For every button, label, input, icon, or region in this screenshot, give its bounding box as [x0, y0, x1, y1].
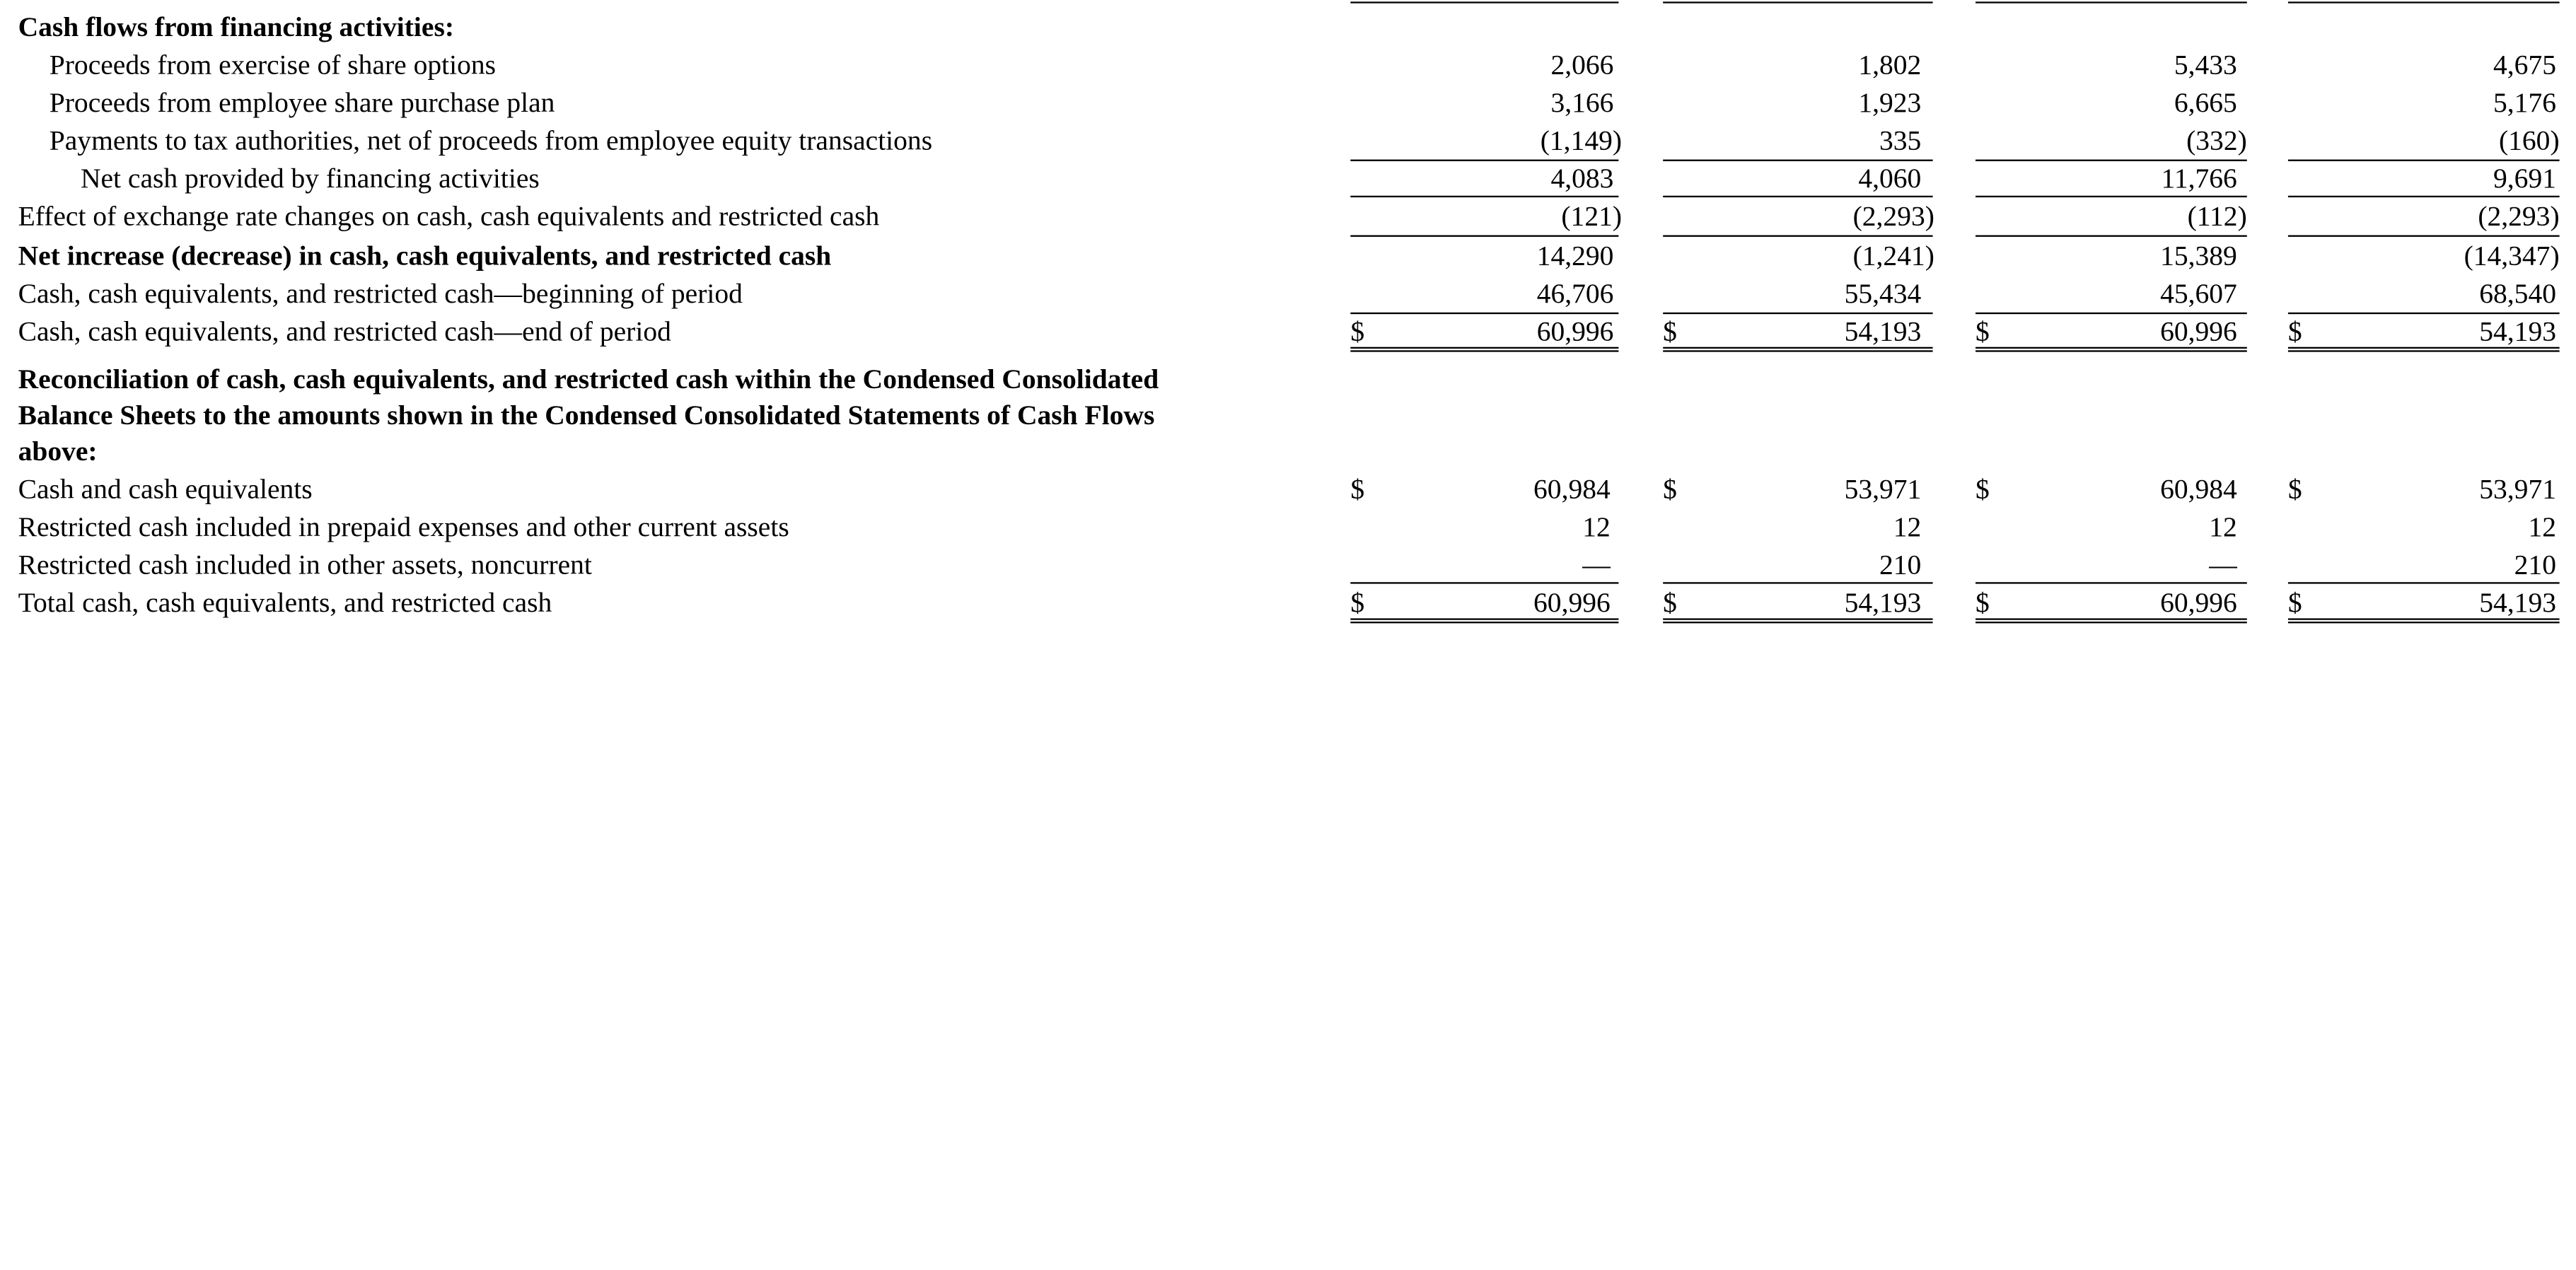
total-double-rule — [1663, 618, 1932, 623]
currency-symbol: $ — [1663, 587, 1677, 619]
row-label: Net increase (decrease) in cash, cash equivalents, and restricted cash — [18, 240, 832, 272]
value-cell: 54,193 — [2479, 587, 2556, 619]
value-cell: 1,923 — [1858, 87, 1922, 119]
total-double-rule — [2288, 347, 2560, 352]
top-rule-col3 — [1975, 1, 2247, 3]
value-cell: 12 — [2209, 511, 2237, 543]
row-label: Net cash provided by financing activities — [80, 163, 540, 194]
value-cell: 60,996 — [1533, 587, 1611, 619]
row-label: Cash and cash equivalents — [18, 473, 313, 505]
value-cell: (1,149) — [1540, 124, 1623, 156]
value-cell: 15,389 — [2160, 240, 2237, 272]
value-cell: 14,290 — [1536, 240, 1614, 272]
currency-symbol: $ — [1663, 315, 1677, 347]
value-cell: (1,241) — [1852, 240, 1934, 272]
currency-symbol: $ — [1350, 587, 1365, 619]
value-cell: — — [1582, 549, 1611, 581]
top-rule-col4 — [2288, 1, 2560, 3]
currency-symbol: $ — [2287, 315, 2302, 347]
currency-symbol: $ — [1975, 473, 1990, 505]
row-label: Proceeds from employee share purchase plan — [49, 87, 555, 119]
value-cell: 53,971 — [2479, 473, 2556, 505]
value-cell: 210 — [1879, 549, 1922, 581]
value-cell: — — [2209, 549, 2237, 581]
value-cell: (2,293) — [2478, 200, 2560, 232]
value-cell: 2,066 — [1550, 49, 1614, 81]
value-cell: 12 — [2528, 511, 2556, 543]
value-cell: 53,971 — [1844, 473, 1922, 505]
total-double-rule — [1350, 618, 1618, 623]
value-cell: 9,691 — [2493, 163, 2556, 194]
reconciliation-header-line: above: — [18, 436, 98, 467]
value-cell: (332) — [2186, 124, 2247, 156]
value-cell: (112) — [2187, 200, 2247, 232]
total-double-rule — [1975, 618, 2247, 623]
section-header-financing: Cash flows from financing activities: — [18, 11, 455, 43]
reconciliation-header-line: Balance Sheets to the amounts shown in the Condensed Consolidated Statements of Cash Flows — [18, 400, 1155, 431]
value-cell: 12 — [1582, 511, 1611, 543]
row-label: Cash, cash equivalents, and restricted cash—end of period — [18, 315, 671, 347]
reconciliation-header — [0, 360, 2576, 473]
value-cell: 54,193 — [1844, 315, 1922, 347]
value-cell: 5,433 — [2174, 49, 2237, 81]
total-double-rule — [1663, 347, 1932, 352]
currency-symbol: $ — [1350, 473, 1365, 505]
value-cell: 46,706 — [1536, 278, 1614, 310]
value-cell: (14,347) — [2464, 240, 2560, 272]
value-cell: 6,665 — [2174, 87, 2237, 119]
value-cell: 3,166 — [1550, 87, 1614, 119]
top-rule-col1 — [1350, 1, 1618, 3]
value-cell: 5,176 — [2493, 87, 2556, 119]
row-label: Effect of exchange rate changes on cash, cash equivalents and restricted cash — [18, 200, 880, 232]
total-double-rule — [1975, 347, 2247, 352]
currency-symbol: $ — [2287, 473, 2302, 505]
value-cell: 210 — [2514, 549, 2556, 581]
value-cell: (121) — [1561, 200, 1623, 232]
value-cell: 54,193 — [2479, 315, 2556, 347]
value-cell: 335 — [1879, 124, 1922, 156]
value-cell: 60,984 — [2160, 473, 2237, 505]
currency-symbol: $ — [2287, 587, 2302, 619]
top-rule-col2 — [1663, 1, 1932, 3]
value-cell: (2,293) — [1852, 200, 1934, 232]
value-cell: 45,607 — [2160, 278, 2237, 310]
currency-symbol: $ — [1350, 315, 1365, 347]
value-cell: 60,984 — [1533, 473, 1611, 505]
row-label: Cash, cash equivalents, and restricted cash—beginning of period — [18, 278, 743, 310]
value-cell: 4,675 — [2493, 49, 2556, 81]
currency-symbol: $ — [1975, 587, 1990, 619]
currency-symbol: $ — [1975, 315, 1990, 347]
value-cell: 54,193 — [1844, 587, 1922, 619]
row-label: Total cash, cash equivalents, and restricted cash — [18, 587, 552, 619]
currency-symbol: $ — [1663, 473, 1677, 505]
value-cell: 60,996 — [1536, 315, 1614, 347]
value-cell: 4,060 — [1858, 163, 1922, 194]
value-cell: 1,802 — [1858, 49, 1922, 81]
reconciliation-header-line: Reconciliation of cash, cash equivalents, and restricted cash within the Condensed Consolidated — [18, 363, 1159, 395]
value-cell: 4,083 — [1550, 163, 1614, 194]
value-cell: 12 — [1893, 511, 1922, 543]
row-label: Payments to tax authorities, net of proceeds from employee equity transactions — [49, 124, 933, 156]
value-cell: 60,996 — [2160, 587, 2237, 619]
value-cell: 11,766 — [2161, 163, 2237, 194]
row-label: Proceeds from exercise of share options — [49, 49, 497, 81]
value-cell: (160) — [2498, 124, 2560, 156]
row-label: Restricted cash included in prepaid expenses and other current assets — [18, 511, 789, 543]
row-label: Restricted cash included in other assets, noncurrent — [18, 549, 592, 581]
total-double-rule — [2288, 618, 2560, 623]
value-cell: 60,996 — [2160, 315, 2237, 347]
value-cell: 68,540 — [2479, 278, 2556, 310]
value-cell: 55,434 — [1844, 278, 1922, 310]
total-double-rule — [1350, 347, 1618, 352]
